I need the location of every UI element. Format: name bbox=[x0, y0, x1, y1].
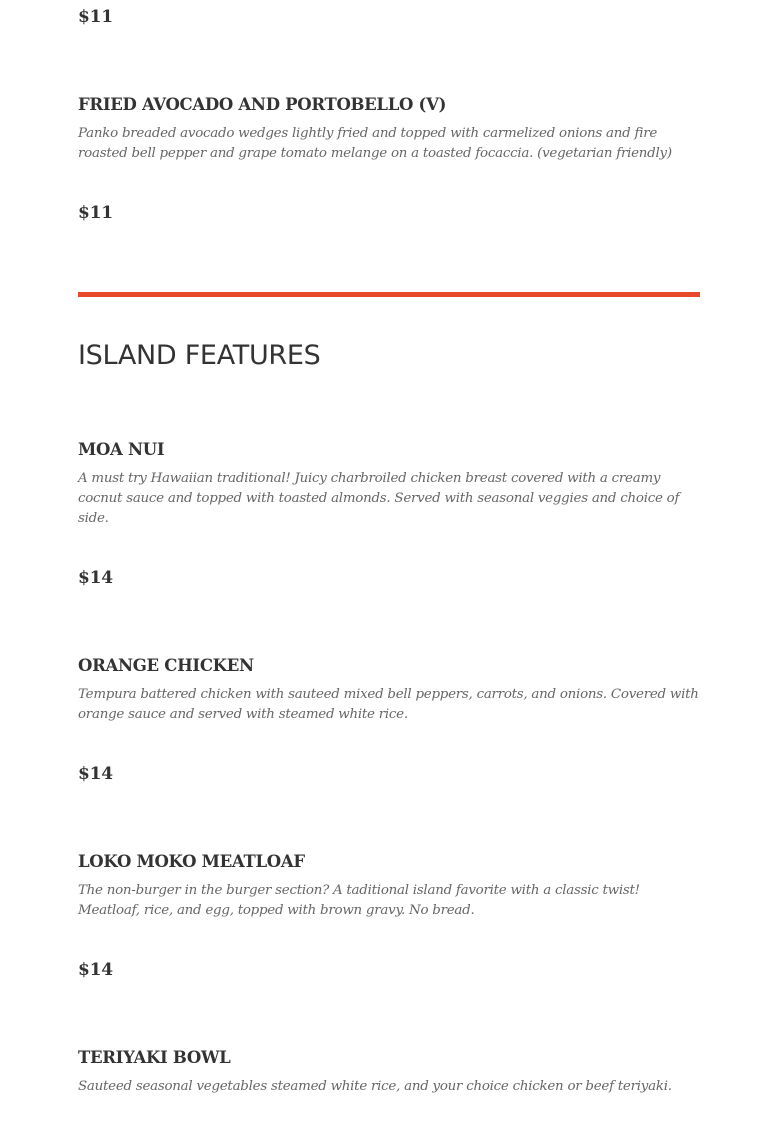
item-name: LOKO MOKO MEATLOAF bbox=[78, 852, 305, 871]
item-description: Sauteed seasonal vegetables steamed white rice, and your choice chicken or beef teriyaki. bbox=[78, 1079, 672, 1094]
item-price: $14 bbox=[78, 960, 113, 980]
item-description: Tempura battered chicken with sauteed mixed bell peppers, carrots, and onions. Covered with orange sauce and served with steamed white rice. bbox=[78, 687, 699, 722]
item-name: FRIED AVOCADO AND PORTOBELLO (V) bbox=[78, 95, 447, 114]
item-price: $14 bbox=[78, 764, 113, 784]
item-price: $11 bbox=[78, 203, 113, 223]
item-description: Panko breaded avocado wedges lightly fried and topped with carmelized onions and fire roasted bell pepper and grape tomato melange on a toasted focaccia. (vegetarian friendly) bbox=[78, 126, 672, 161]
section-title: ISLAND FEATURES bbox=[78, 340, 321, 371]
section-divider bbox=[78, 292, 700, 297]
item-price: $11 bbox=[78, 7, 113, 27]
item-name: ORANGE CHICKEN bbox=[78, 656, 254, 675]
item-description: The non-burger in the burger section? A taditional island favorite with a classic twist! Meatloaf, rice, and egg, topped with brown gravy. No bread. bbox=[78, 883, 640, 918]
item-price: $14 bbox=[78, 568, 113, 588]
item-description: A must try Hawaiian traditional! Juicy charbroiled chicken breast covered with a creamy cocnut sauce and topped with toasted almonds. Served with seasonal veggies and choice of side. bbox=[78, 471, 680, 526]
item-name: MOA NUI bbox=[78, 440, 165, 459]
item-name: TERIYAKI BOWL bbox=[78, 1048, 231, 1067]
